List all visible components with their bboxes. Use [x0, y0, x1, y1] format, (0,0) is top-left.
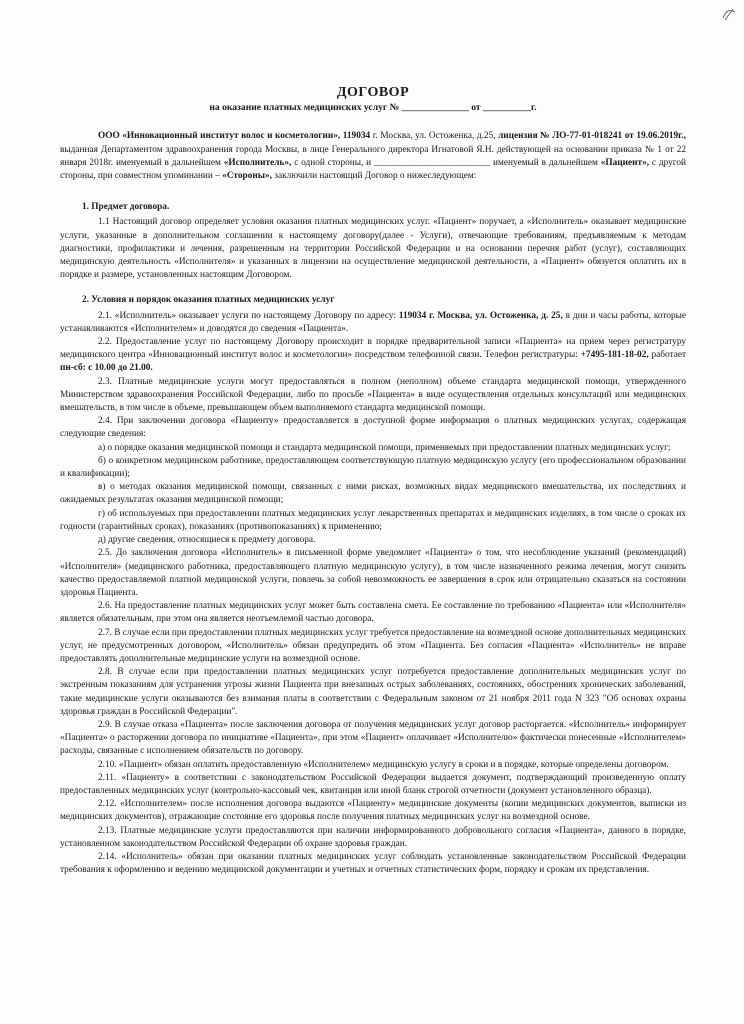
registry-phone: +7495-181-18-02,	[580, 350, 649, 361]
clause-2-1	[60, 310, 686, 336]
clause-1-1: 1.1 Настоящий договор определяет условия оказания платных медицинских услуг. «Пациент» поручает, а «Исполнитель» оказывает медицинские услуги, указанные в дополнительном соглашении к настоящему договору(далее - Услуги), отвечающие требованиям, предъявляемым к методам диагностики, профилактики и лечения, разрешенным на территории Российской Федерации и на основании перечня работ (услуг), составляющих медицинскую деятельность «Исполнителя» и указанных в лицензии на осуществление медицинской деятельности, а «Пациент» обязуется оплатить их в порядке и размере, установленных настоящим Договором.	[60, 217, 686, 281]
clause-2-3: 2.3. Платные медицинские услуги могут предоставляться в полном (неполном) объеме стандарта медицинской помощи, утвержденного Министерством здравоохранения Российской Федерации, либо по просьбе «Пациента» в виде осуществления отдельных консультаций или медицинских вмешательств, в том числе в объеме, превышающем объем выполняемого стандарта медицинской помощи.	[60, 376, 686, 414]
preamble-text-2: с одной стороны, и _________________________ именуемый в дальнейшем	[294, 157, 598, 168]
corner-mark-icon	[720, 6, 738, 22]
clause-2-1-text-a: 2.1. «Исполнитель» оказывает услуги по настоящему Договору по адресу:	[98, 310, 396, 321]
clause-2-4-d: г) об используемых при предоставлении платных медицинских услуг лекарственных препаратах и медицинских изделиях, в том числе о сроках их годности (гарантийных сроках), показаниях (противопоказаниях) к применению;	[60, 508, 686, 532]
clause-2-1-address: 119034 г. Москва, ул. Остоженка, д. 25,	[398, 310, 563, 321]
clause-2-1-text-c: в дни и часы работы, которые устанавливаются «Исполнителем» и доводятся до сведения «Пациента».	[60, 310, 687, 334]
preamble	[60, 130, 686, 183]
clause-2-4-e: д) другие сведения, относящиеся к предмету договора.	[98, 535, 316, 546]
clause-2-4: 2.4. При заключении договора «Пациенту» предоставляется в доступной форме информация о платных медицинских услугах, содержащая следующие сведения:	[60, 416, 686, 440]
org-name: ООО «Инновационный институт волос и косметологии»,	[98, 131, 341, 142]
clause-2-11: 2.11. «Пациенту» в соответствии с законодательством Российской Федерации выдается документ, подтверждающий произведенную оплату предоставленных медицинских услуг (контрольно-кассовый чек, квитанция или иной бланк строгой отчетности (документ установленного образца).	[60, 772, 686, 796]
clause-2-10: 2.10. «Пациент» обязан оплатить предоставленную «Исполнителем» медицинскую услугу в сроки и в порядке, которые определены договором.	[98, 759, 669, 770]
registry-hours: пн-сб: с 10.00 до 21.00.	[60, 363, 153, 374]
clause-2-9: 2.9. В случае отказа «Пациента» после заключения договора от получения медицинских услуг договор расторгается. «Исполнитель» информирует «Пациента» о расторжении договора по инициативе «Пациента», при этом «Пациент» оплачивает «Исполнителю» фактически понесенные «Исполнителем» расходы, связанные с исполнением обязательств по договору.	[60, 719, 686, 757]
clause-2-6: 2.6. На предоставление платных медицинских услуг может быть составлена смета. Ее составление по требованию «Пациента» или «Исполнителя» является обязательным, при этом она является неотъемлемой частью договора.	[60, 601, 686, 625]
patient-term: «Пациент»,	[600, 157, 650, 168]
document-subtitle: на оказание платных медицинских услуг № ______________ от __________г.	[209, 102, 537, 114]
clause-2-8: 2.8. В случае если при предоставлении платных медицинских услуг потребуется предоставление дополнительных медицинских услуг по экстренным показаниям для устранения угрозы жизни Пациента при внезапных острых заболеваниях, состояниях, обострениях хронических заболеваний, такие медицинские услуги оказываются без взимания платы в соответствии с Федеральным законом от 21 ноября 2011 года N 323 "Об основах охраны здоровья граждан в Российской Федерации".	[60, 667, 686, 717]
preamble-text-1: выданная Департаментом здравоохранения города Москвы, в лице Генерального директора Игнатовой Я.Н. действующей на основании приказа № 1 от 22 января 2018г. именуемый в дальнейшем	[60, 144, 686, 168]
preamble-text-4: заключили настоящий Договор о нижеследующем:	[274, 171, 477, 182]
clause-2-2-text-a: 2.2. Предоставление услуг по настоящему Договору происходит в порядке предварительной записи «Пациента» на прием через регистратуру медицинского центра «Инновационный институт волос и косметологии» посредством телефонной связи. Телефон регистратуры:	[60, 337, 686, 361]
clause-2-4-a: а) о порядке оказания медицинской помощи и стандарта медицинской помощи, применяемых при предоставлении платных медицинских услуг;	[98, 442, 671, 453]
clause-2-12: 2.12. «Исполнителем» после исполнения договора выдаются «Пациенту» медицинские документы (копии медицинских документов, выписки из медицинских документов), отражающие состояние его здоровья после получения платных медицинских услуг на возмездной основе.	[60, 799, 686, 823]
sides-term: «Стороны»,	[222, 171, 272, 182]
clause-2-4-c: в) о методах оказания медицинской помощи, связанных с ними рисках, возможных видах медицинского вмешательства, их последствиях и ожидаемых результатах оказания медицинской помощи;	[60, 482, 686, 506]
clause-2-2-text-b: работает	[651, 350, 687, 361]
org-index: 119034	[342, 131, 371, 142]
preamble-text-3: с другой стороны, при совместном упоминании –	[60, 157, 686, 182]
clause-2-13: 2.13. Платные медицинские услуги предоставляются при наличии информированного добровольного согласия «Пациента», данного в порядке, установленном законодательством Российской Федерации об охране здоровья граждан.	[60, 825, 686, 849]
document-title: ДОГОВОР	[336, 85, 410, 100]
clause-2-7: 2.7. В случае если при предоставлении платных медицинских услуг требуется предоставление на возмездной основе дополнительных медицинских услуг, не предусмотренных договором, «Исполнитель» обязан предупредить об этом «Пациента. Без согласия «Пациента» «Исполнитель» не вправе предоставлять дополнительные медицинские услуги на возмездной основе.	[60, 627, 686, 664]
clause-2-5: 2.5. До заключения договора «Исполнитель» в письменной форме уведомляет «Пациента» о том, что несоблюдение указаний (рекомендаций) «Исполнителя» (медицинского работника, предоставляющего платную медицинскую услугу), в том числе назначенного режима лечения, могут снизить качество предоставляемой платной медицинской услуги, повлечь за собой невозможность ее завершения в срок или отрицательно сказаться на состоянии здоровья Пациента.	[60, 548, 686, 598]
section-2-heading: 2. Условия и порядок оказания платных медицинских услуг	[82, 295, 335, 306]
section-1-heading: 1. Предмет договора.	[82, 202, 170, 213]
clause-2-4-b: б) о конкретном медицинском работнике, предоставляющем соответствующую платную медицинскую услугу (его профессиональном образовании и квалификации);	[60, 455, 686, 480]
executor-term: «Исполнитель»,	[223, 157, 292, 168]
org-license: лицензия № ЛО-77-01-018241 от 19.06.2019г.,	[498, 131, 687, 142]
clause-2-2	[60, 336, 686, 376]
clause-2-14: 2.14. «Исполнитель» обязан при оказании платных медицинских услуг соблюдать установленные законодательством Российской Федерации требования к оформлению и ведению медицинской документации и учетных и отчетных статистических форм, порядку и срокам их представления.	[60, 851, 686, 876]
org-address: г. Москва, ул. Остоженка, д.25,	[372, 131, 496, 142]
